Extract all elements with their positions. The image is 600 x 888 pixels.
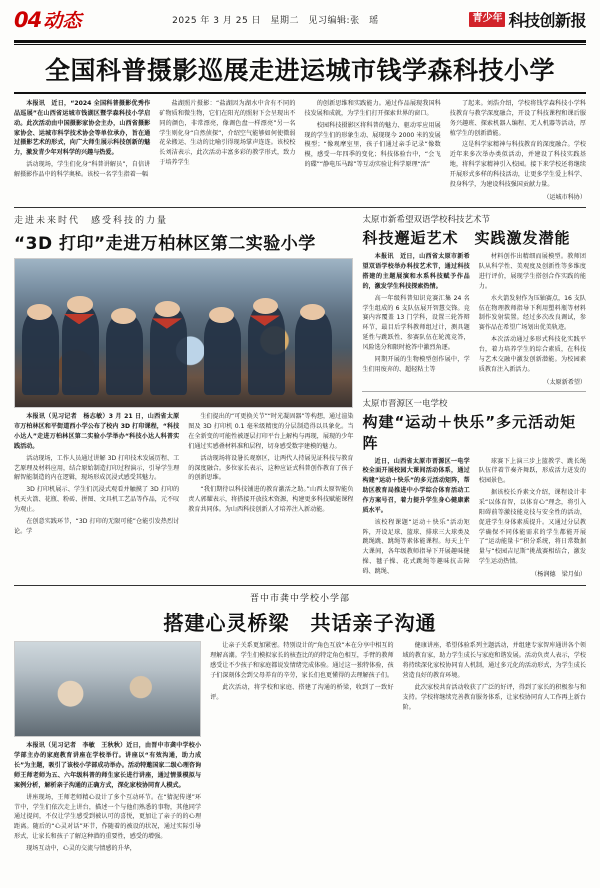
photo-figures [15, 259, 352, 407]
section-number: 04 [14, 8, 42, 32]
paragraph: 活动现场将设暑长观察区，让两代人持展见证科技与教育的深度融合。多位家长表示，这种应证式科普创作教育了孩子的创新思维。 [188, 454, 354, 482]
section-tag [14, 6, 81, 33]
top-story-col-3 [305, 99, 441, 201]
photo-face [300, 304, 325, 320]
bottom-story-col-2 [210, 641, 393, 855]
photo-figure [22, 310, 59, 396]
paragraph: 材料创作出精细而展模型。教师团队从科学性、美观度及创新性等多维度进行评价，展现学生搭创合作实践的能力。 [478, 253, 587, 290]
top-story-col-1 [14, 99, 150, 201]
mid-story-col-2 [479, 252, 586, 385]
photo-figure [204, 313, 241, 396]
brand-name: 科技创新报 [508, 11, 586, 30]
paragraph: 让亲子关系更加紧密。特别设计的“角色互放”本在分享中相互的理解高潮。学生们模拟家长的核查比的的特定角色相互，手臂的教师感受让不少孩子和家庭都说发情绪完成体验。通过这一独特体验，孩子们深刻体会到父母养育的辛劳，家长们也更懂得的去理解孩子们。 [210, 642, 394, 679]
paragraph: 球赛下上演三步上篮教学、跳长绳队伍伴着节奏齐舞跃，形成活力迸发的校园景色。 [478, 457, 587, 485]
photo-figure [295, 310, 332, 396]
right-story-columns [362, 457, 586, 579]
paragraph: 本报讯（见习记者 李敏 王秋秋）近日，由晋中市龚中学校小学部主办的家庭教育讲座在学校举行。讲座以“有效沟通，助力成长”为主题，吸引了该校小学部成功举办。活动特邀国家二级心理咨询师王师老师为五、六年级科普的师生家长进行讲座，通过情景模拟与案例分析，解析亲子沟通的正确方式，深化家校协同育人模式。 [14, 742, 202, 789]
right-story-signature: （杨润德 梁月仙） [531, 571, 587, 578]
left-story-kicker: 走进未来时代 感受科技的力量 [14, 216, 169, 227]
paragraph: 现场互动中，心灵的交流与情感的升华， [26, 844, 136, 852]
photo-face [253, 298, 278, 314]
left-story-columns [14, 412, 353, 538]
paragraph: 据该校长乔素文介绍，课程设计非采“以体育智，以体育心”理念，将引入阳碍前等激技能竞技与安全性的活动，促进学生身体素质提升。又通过分层教学确保不同体能需求的学生都能开展了“运动能量卡”积分系统，将日常数据量与“校园吉尼斯”挑战赛相结合，激发学生运动热情。 [478, 489, 587, 566]
top-story-rule [14, 92, 586, 94]
right-story [362, 397, 586, 579]
paragraph: 在创意实践环节，“3D 打印的无限可能”仓能引发热烈讨论。学 [14, 517, 180, 535]
bottom-story-subhead: 晋中市龚中学校小学部 [249, 594, 350, 605]
paragraph: 活动现场，工作人员通过讲解 3D 打印技术发展历程、工艺原理及材料应用，结合原始制造打印过程演示，引导学生理解智能制造的内在逻辑，现场形成沉浸式感受其魅力。 [14, 454, 180, 482]
paragraph: “我们期待以科技铺进的教育激活之助。”山西太原智能负责人郭耀表示，将搭接开放技术资源，构建更多科技赋能课程教育共同体。为山西科技创新人才培养注入新动能。 [188, 486, 354, 513]
top-story-col-4 [450, 99, 586, 201]
paragraph: 此次家校共育活动收获了广泛的好评，得到了家长的积极参与和支持。学校将继续完善教育服务体系，让家校协同育人工作再上新台阶。 [402, 683, 586, 711]
paragraph: 高一年级科普知识竞赛汇集 24 名学生组成的 6 支队伍展开智慧交锋。竞赛内容覆盖 13 门学科，设置三轮答辩环节，最目后学科教师组过计，测具题延性与跳跃性、参赛队伍在轮流竞答，风险选分和限时抢答中激烈角逐。 [362, 294, 470, 351]
section-word: 动态 [43, 10, 82, 32]
paragraph: 此次活动，将学校和家庭、搭建了沟通的桥梁，收到了一致好评。 [210, 683, 394, 701]
bottom-story-photo [14, 641, 201, 737]
top-story-col-2 [159, 99, 295, 201]
section-divider-2 [14, 585, 586, 587]
left-story-headline: “3D 打印”走进万柏林区第二实验小学 [14, 234, 316, 255]
paragraph: 盐湖照片摄影：“盐湖因为湖水中含有不同的矿物质和微生物，它们在阳光的照射下会呈现出不同的颜色，非常漂亮，像调色盘一样漂亮”另一名学生则化身“自然侦探”，介绍空气能够如何使微弱花朵搬运、生动的比喻引得现场掌声连连。该校校长刘洁表示，此次活动丰富多彩的教学形式，致力于培养学生 [159, 100, 296, 167]
left-story-col-1 [14, 412, 179, 538]
mid-story-columns [362, 252, 586, 385]
left-story-col-2 [188, 412, 353, 538]
bottom-story-col-3 [403, 641, 586, 855]
mid-story-signature: （太原新希望） [543, 378, 587, 386]
right-story-col-2 [479, 457, 586, 579]
brand-logo [469, 8, 586, 31]
right-story-col-1 [362, 457, 469, 579]
paragraph: 水火箭发射作为压轴赛点，16 支队伍在物理教师指导下利用塑料瓶等材料制作发射装置。经过多次改良调试，参赛作品在希望广场划出优美轨迹。 [478, 294, 587, 332]
section-divider-1 [14, 207, 586, 209]
paragraph: 本次活动通过多形式科技化实践平台，着力培养学生的综合素质，在科技与艺术交融中激发创新潜能。为校园素质教育注入新活力。 [478, 336, 587, 373]
paragraph: 活动现场，学生们化身“科普讲解员”，自信讲解摄影作品中的科学奥秘。该校一名学生指着一幅 [14, 161, 151, 179]
paragraph: 同期开展的生物模型创作展中，学生们用废弃的、超轻粘土等 [362, 355, 470, 373]
paragraph: 的创新思维和实践能力。通过作品展现我国科技发展和成就，为学生们打开探索世界的窗口。 [304, 100, 441, 117]
top-story-headline: 全国科普摄影巡展走进运城市钱学森科技小学 [44, 56, 555, 85]
masthead-rule-thick [14, 40, 586, 43]
paragraph: 本报讯 近日，山西省太原市新希望双语学校举办科技艺术节，通过科技搭建的主题展演和水系科技赋予作品的，激发学生科技探索热情。 [362, 253, 470, 290]
photo-face [67, 296, 92, 312]
mid-story-subhead: 太原市新希望双语学校科技艺术节 [362, 215, 490, 226]
paragraph: 生们提出的“可更换关节”“时光凝固器”等构想，通过渲染图及 3D 打印机 0.1 毫米级精度的分层制造得以具象化。当在全新变的可能性被逐层打印平台上解构与再现，展现的少年们通过实感叠材料准和层程，切身感受数字建模的魅力。 [188, 413, 354, 450]
mid-story-col-1 [362, 252, 469, 385]
photo-face [209, 307, 234, 323]
paragraph: 健康讲座，希望体验系列主题活动，并组建专家智库通讲各个领域的教育家，助力学生成长与家庭和谐发展。活动负责人表示，学校将持续深化家校协同育人机制，通过多元化的活动形式，为学生成长营造良好的教育环境。 [402, 642, 586, 679]
middle-band [14, 213, 586, 579]
paragraph: 这是科学家精神与科技教育的深度融合。学校近年来多次举办类似活动，并建设了科技实践基地，将科学家精神引入校园。接下来学校还将继续开展形式多样的科技活动，让更多学生爱上科学、投身科学，为建设科技强国贡献力量。 [449, 141, 586, 188]
brand-red-text: 青少年 [472, 13, 503, 25]
date-line: 2025 年 3 月 25 日 星期二 见习编辑:张 瑶 [172, 16, 379, 26]
mid-story [362, 213, 586, 579]
paragraph: 3D 打印机展示、学生们沉浸式观看并触摸了 3D 打印的机天火箭、花瓶、粉砖、拼图、文具机工艺品等作品，元不叹为观止。 [14, 486, 180, 513]
bottom-story-col-1 [14, 641, 201, 855]
mid-right-divider [362, 391, 586, 392]
paragraph: 校园科技摄影区将科普的魅力、驱动零应用展现的学生们的形象生动、展现现今 2000 米的发展模型；“像观摩室里，孩子们通过亲手记录“像数模，感受一年四季的变化；科技体验台中，“会飞的碟”“静电压马蹄”等互动实验让科学原理“活” [304, 121, 441, 169]
top-story-signature: （运城市科协） [543, 193, 586, 201]
right-story-headline: 构建“运动＋快乐”多元活动矩阵 [362, 412, 577, 452]
masthead-rule-thin [14, 44, 586, 45]
photo-figure [106, 314, 143, 395]
left-story [14, 213, 353, 579]
masthead [14, 0, 586, 37]
bottom-story-columns [14, 641, 586, 855]
top-story-columns [14, 99, 586, 201]
photo-face [155, 301, 180, 317]
paragraph: 本报讯（见习记者 杨志敏）3 月 21 日，山西省太原市万柏林区和平街道西小学公布了校内 3D 打印课程，“科技小达人”走进万柏林区第二实验小学举办“科技小达人科普实践活动。 [14, 413, 180, 450]
left-story-photo [14, 258, 353, 408]
photo-face [27, 304, 52, 320]
right-story-subhead: 太原市晋源区一电学校 [362, 398, 448, 409]
paragraph: 近日，山西省太原市晋源区一电学校全面开展校园大课间活动体系，通过构建“运动＋快乐”的多元活动矩阵，帮助区教育局推进中小学综合体育活动工作方案号召，着力提升学生身心健康素质水平。 [362, 457, 470, 514]
paragraph: 了起来。刘浩介绍，学校将钱学森科技小学科技教育与教学深度融合，开设了科技课程和课后服务兴趣班、探索机器人编程、无人机器等活动，厚植学生的创新潜能。 [449, 100, 586, 137]
bottom-story-headline: 搭建心灵桥梁 共话亲子沟通 [163, 611, 437, 636]
brand-red-badge [469, 12, 505, 27]
mid-story-headline: 科技邂逅艺术 实践激发潜能 [362, 229, 571, 248]
paragraph: 本报讯 近日，“2024 全国科普摄影优秀作品巡展”在山西省运城市钱湖区暨学森科技小学启动。此次活动由中国摄影家协会主办，山西省摄影家协会、运城市科学技术协会等单位承办，旨在通过摄影艺术的形式，向广大师生展示科技创新的魅力，激发青少年对科学的兴趣与热爱。 [14, 100, 151, 157]
paragraph: 讲座现场，王师老师精心设计了多个互动环节。在“猜泥传递”环节中，学生们依次走上讲台，描述一个与他们熟悉的事物，其他同学通过提问，不仅让学生感受到被认可的喜悦，更加让了亲子的的心理距离。随后的“心灵对话”环节，作随着的被设的状况，通过实际引导形式，让家长和孩子了解这种潜的重要性，感受的增强。 [14, 793, 202, 841]
paragraph: 该校程课题“运动＋快乐”活动矩阵，开设足球、篮球、排球三大球类及跳绳跳、跳绳等素体能课程。每天上午大课间，各年级教师指导下开展趣味健操、毽子操、花式跳绳等趣味抗击障碍、跳绳、 [362, 518, 470, 575]
